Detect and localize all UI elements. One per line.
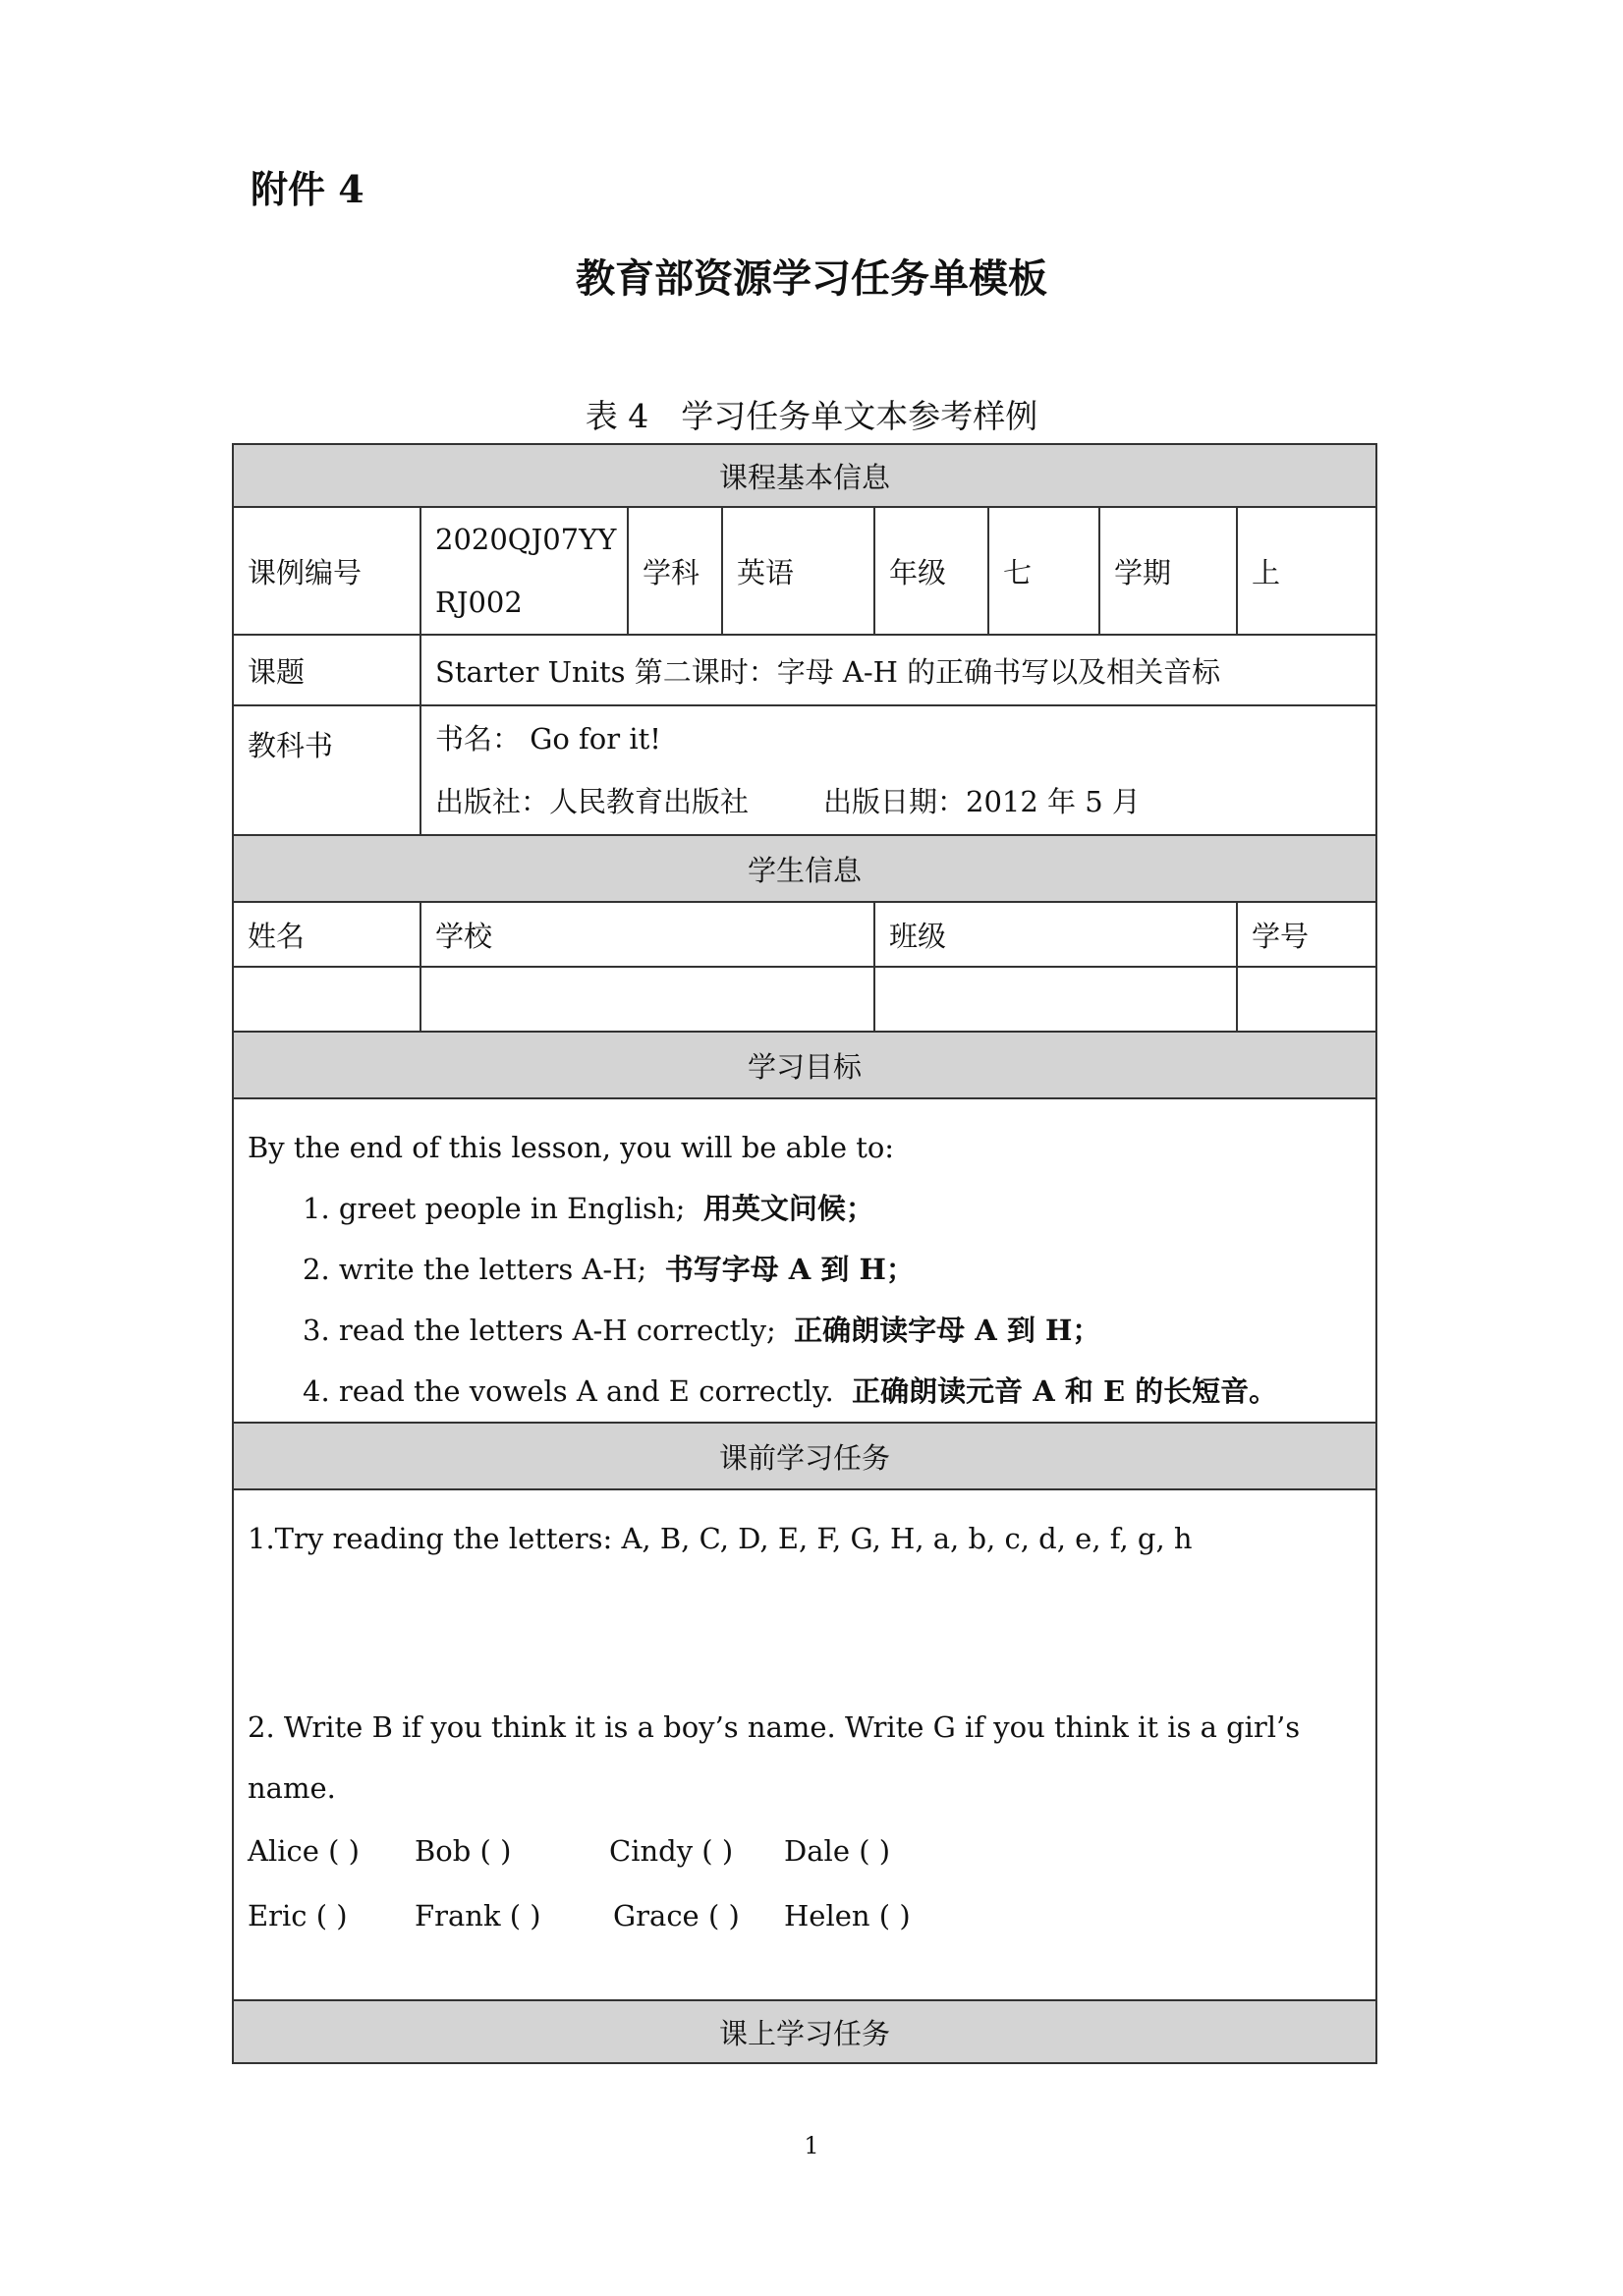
- objectives-header-row: [233, 1032, 1376, 1098]
- course-code-row: [233, 507, 1376, 635]
- topic-row: [233, 635, 1376, 705]
- names-row-1: [248, 1819, 1362, 1883]
- objectives-intro: By the end of this lesson, you will be able to:: [248, 1131, 895, 1164]
- textbook-row: [233, 705, 1376, 835]
- topic-label: 课题: [233, 635, 420, 705]
- class-label: 班级: [874, 902, 1237, 967]
- code-value-line2: RJ002: [435, 586, 523, 619]
- objective-item: 1. greet people in English; 用英文问候；: [303, 1192, 874, 1225]
- name-blank[interactable]: Dale ( ): [784, 1834, 891, 1868]
- in-class-section-title: 课上学习任务: [233, 2000, 1376, 2063]
- in-class-header-row: [233, 2000, 1376, 2063]
- name-field[interactable]: [233, 967, 420, 1032]
- objective-item: 4. read the vowels A and E correctly. 正确朗读元音 A 和 E 的长短音。: [303, 1374, 1278, 1408]
- publisher-line: [435, 770, 1362, 833]
- book-name: 书名： Go for it!: [435, 722, 661, 756]
- course-info-section-title: 课程基本信息: [233, 444, 1376, 507]
- grade-value: 七: [988, 507, 1099, 635]
- names-row-2: [248, 1883, 1362, 1948]
- subject-label: 学科: [628, 507, 722, 635]
- student-info-input-row: [233, 967, 1376, 1032]
- code-value: [420, 507, 628, 635]
- pre-class-content: [233, 1489, 1376, 2000]
- objective-item: 2. write the letters A-H; 书写字母 A 到 H；: [303, 1253, 915, 1286]
- page-title: 教育部资源学习任务单模板: [576, 255, 1047, 302]
- student-id-label: 学号: [1237, 902, 1376, 967]
- page-number: 1: [804, 2132, 819, 2159]
- name-blank[interactable]: Frank ( ): [415, 1899, 541, 1932]
- objectives-content: [233, 1098, 1376, 1423]
- code-label: 课例编号: [233, 507, 420, 635]
- objective-item: 3. read the letters A-H correctly; 正确朗读字母 A 到 H；: [303, 1314, 1101, 1347]
- name-blank[interactable]: Grace ( ): [613, 1899, 740, 1932]
- name-blank[interactable]: Bob ( ): [415, 1834, 512, 1868]
- course-info-header-row: [233, 444, 1376, 507]
- objectives-content-row: [233, 1098, 1376, 1423]
- table-caption: 表 4 学习任务单文本参考样例: [585, 397, 1038, 435]
- task-sheet-table: [232, 443, 1377, 2064]
- term-value: 上: [1237, 507, 1376, 635]
- annex-label: 附件 4: [251, 167, 364, 211]
- student-id-field[interactable]: [1237, 967, 1376, 1032]
- name-blank[interactable]: Eric ( ): [248, 1899, 348, 1932]
- pre-class-header-row: [233, 1423, 1376, 1489]
- name-blank[interactable]: Helen ( ): [784, 1899, 911, 1932]
- student-info-label-row: [233, 902, 1376, 967]
- code-value-line1: 2020QJ07YY: [435, 523, 617, 556]
- student-info-header-row: [233, 835, 1376, 902]
- class-field[interactable]: [874, 967, 1237, 1032]
- topic-value: Starter Units 第二课时：字母 A-H 的正确书写以及相关音标: [420, 635, 1376, 705]
- publish-date: 出版日期：2012 年 5 月: [823, 785, 1141, 818]
- school-label: 学校: [420, 902, 874, 967]
- school-field[interactable]: [420, 967, 874, 1032]
- pre-class-section-title: 课前学习任务: [233, 1423, 1376, 1489]
- term-label: 学期: [1099, 507, 1237, 635]
- objectives-section-title: 学习目标: [233, 1032, 1376, 1098]
- textbook-label: 教科书: [233, 705, 420, 835]
- subject-value: 英语: [722, 507, 874, 635]
- student-info-section-title: 学生信息: [233, 835, 1376, 902]
- grade-label: 年级: [874, 507, 988, 635]
- name-blank[interactable]: Cindy ( ): [609, 1834, 734, 1868]
- pre-class-task-1: 1.Try reading the letters: A, B, C, D, E, F, G, H, a, b, c, d, e, f, g, h: [248, 1522, 1193, 1555]
- publisher: 出版社：人民教育出版社: [435, 785, 750, 818]
- name-blank[interactable]: Alice ( ): [248, 1834, 360, 1868]
- textbook-value: [420, 705, 1376, 835]
- pre-class-task-2: 2. Write B if you think it is a boy’s name. Write G if you think it is a girl’s name.: [248, 1710, 1301, 1805]
- pre-class-content-row: [233, 1489, 1376, 2000]
- name-label: 姓名: [233, 902, 420, 967]
